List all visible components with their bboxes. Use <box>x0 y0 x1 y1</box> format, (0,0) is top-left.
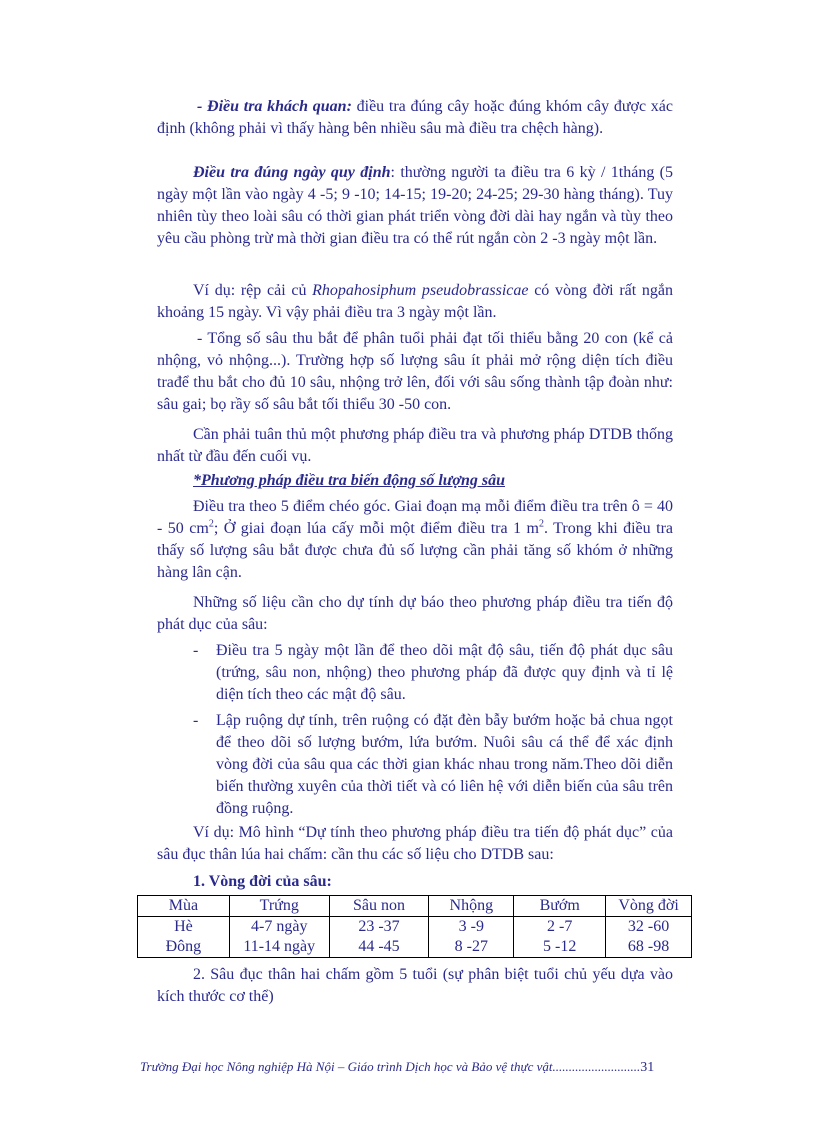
table-header-cell: Sâu non <box>329 896 429 917</box>
table-header-cell: Trứng <box>229 896 329 917</box>
list-item: - Điều tra 5 ngày một lần để theo dõi mật độ sâu, tiến độ phát dục sâu (trứng, sâu non, nhộng) theo phương pháp đã được quy định và tỉ lệ diện tích theo các mật độ sâu. <box>193 642 673 703</box>
page-number: 31 <box>640 1060 655 1075</box>
list-dash: - <box>193 712 199 729</box>
table-cell: Đông <box>138 937 230 958</box>
table-cell: 5 -12 <box>514 937 606 958</box>
paragraph-model-example: Ví dụ: Mô hình “Dự tính theo phương pháp điều tra tiến độ phát dục” của sâu đục thân lúa hai chấm: cần thu các số liệu cho DTDB sau: <box>157 824 673 863</box>
paragraph-consistency: Cần phải tuân thủ một phương pháp điều tra và phương pháp DTDB thống nhất từ đầu đến cuối vụ. <box>157 426 673 465</box>
paragraph-aphid-example: Ví dụ: rệp cải củ Rhopahosiphum pseudobrassicae có vòng đời rất ngắn khoảng 15 ngày. Vì vậy phải điều tra 3 ngày một lần. <box>157 282 673 321</box>
footer-dots: ........................... <box>552 1059 641 1074</box>
table-header-cell: Bướm <box>514 896 606 917</box>
paragraph-sample-size: - Tổng số sâu thu bắt để phân tuổi phải đạt tối thiểu bằng 20 con (kể cả nhộng, vỏ nhộng...). Trường hợp số lượng sâu ít phải mở rộng diện tích điều trađể thu bắt cho đủ 10 sâu, nhộng trở lên, đối với sâu sống thành tập đoàn như: sâu gai; bọ rầy số sâu bắt tối thiểu 30 -50 con. <box>157 330 673 413</box>
table-cell: 11-14 ngày <box>229 937 329 958</box>
term-objective-survey: - Điều tra khách quan: <box>197 98 352 115</box>
table-cell: 8 -27 <box>429 937 514 958</box>
table-cell: 68 -98 <box>606 937 692 958</box>
life-cycle-table <box>137 895 692 958</box>
paragraph-survey-schedule: Điều tra đúng ngày quy định: thường người ta điều tra 6 kỳ / 1tháng (5 ngày một lần vào ngày 4 -5; 9 -10; 14-15; 19-20; 24-25; 29-30 hàng tháng). Tuy nhiên tùy theo loài sâu có thời gian phát triển vòng đời dài hay ngắn và tùy theo yêu cầu phòng trừ mà thời gian điều tra có thể rút ngắn còn 2 -3 ngày một lần. <box>157 164 673 247</box>
table-cell: 4-7 ngày <box>229 917 329 938</box>
table-cell: 44 -45 <box>329 937 429 958</box>
list-item: - Lập ruộng dự tính, trên ruộng có đặt đèn bẫy bướm hoặc bả chua ngọt để theo dõi số lượng bướm, lứa bướm. Nuôi sâu cá thể để xác định vòng đời của sâu qua các thời gian khác nhau trong năm.Theo dõi diễn biến thường xuyên của thời tiết và có liên hệ với diễn biến của sâu trên đồng ruộng. <box>193 712 673 817</box>
table-cell: 23 -37 <box>329 917 429 938</box>
table-row <box>138 937 692 958</box>
table-cell: 2 -7 <box>514 917 606 938</box>
table-cell: 3 -9 <box>429 917 514 938</box>
paragraph-forecast-data: Những số liệu cần cho dự tính dự báo theo phương pháp điều tra tiến độ phát dục của sâu: <box>157 594 673 633</box>
term-survey-schedule: Điều tra đúng ngày quy định <box>193 164 391 181</box>
paragraph-sampling-points: Điều tra theo 5 điểm chéo góc. Giai đoạn mạ mỗi điểm điều tra trên ô = 40 - 50 $cm^2$; Ở giai đoạn lúa cấy mỗi một điểm điều tra 1 $m^2$. Trong khi điều tra thấy số lượng sâu bắt được chưa đủ số lượng cần phải tăng số khóm ở những hàng lân cận. <box>157 498 674 581</box>
paragraph-larval-stages: 2. Sâu đục thân hai chấm gồm 5 tuổi (sự phân biệt tuổi chủ yếu dựa vào kích thước cơ thể) <box>157 966 673 1005</box>
table-row <box>138 917 692 938</box>
table-header-row <box>138 896 692 917</box>
table-header-cell: Nhộng <box>429 896 514 917</box>
heading-life-cycle: 1. Vòng đời của sâu: <box>193 873 332 890</box>
footer-text: Trường Đại học Nông nghiệp Hà Nội – Giáo trình Dịch học và Bảo vệ thực vật <box>140 1059 553 1074</box>
heading-population-method: *Phương pháp điều tra biến động số lượng sâu <box>193 472 505 489</box>
page-footer <box>140 1059 670 1076</box>
paragraph-objective-survey: - Điều tra khách quan: điều tra đúng cây hoặc đúng khóm cây được xác định (không phải vì thấy hàng bên nhiều sâu mà điều tra chệch hàng). <box>157 98 673 137</box>
list-dash: - <box>193 642 199 659</box>
species-name: Rhopahosiphum pseudobrassicae <box>312 282 529 299</box>
table-header-cell: Vòng đời <box>606 896 692 917</box>
table-cell: Hè <box>138 917 230 938</box>
table-header-cell: Mùa <box>138 896 230 917</box>
table-cell: 32 -60 <box>606 917 692 938</box>
